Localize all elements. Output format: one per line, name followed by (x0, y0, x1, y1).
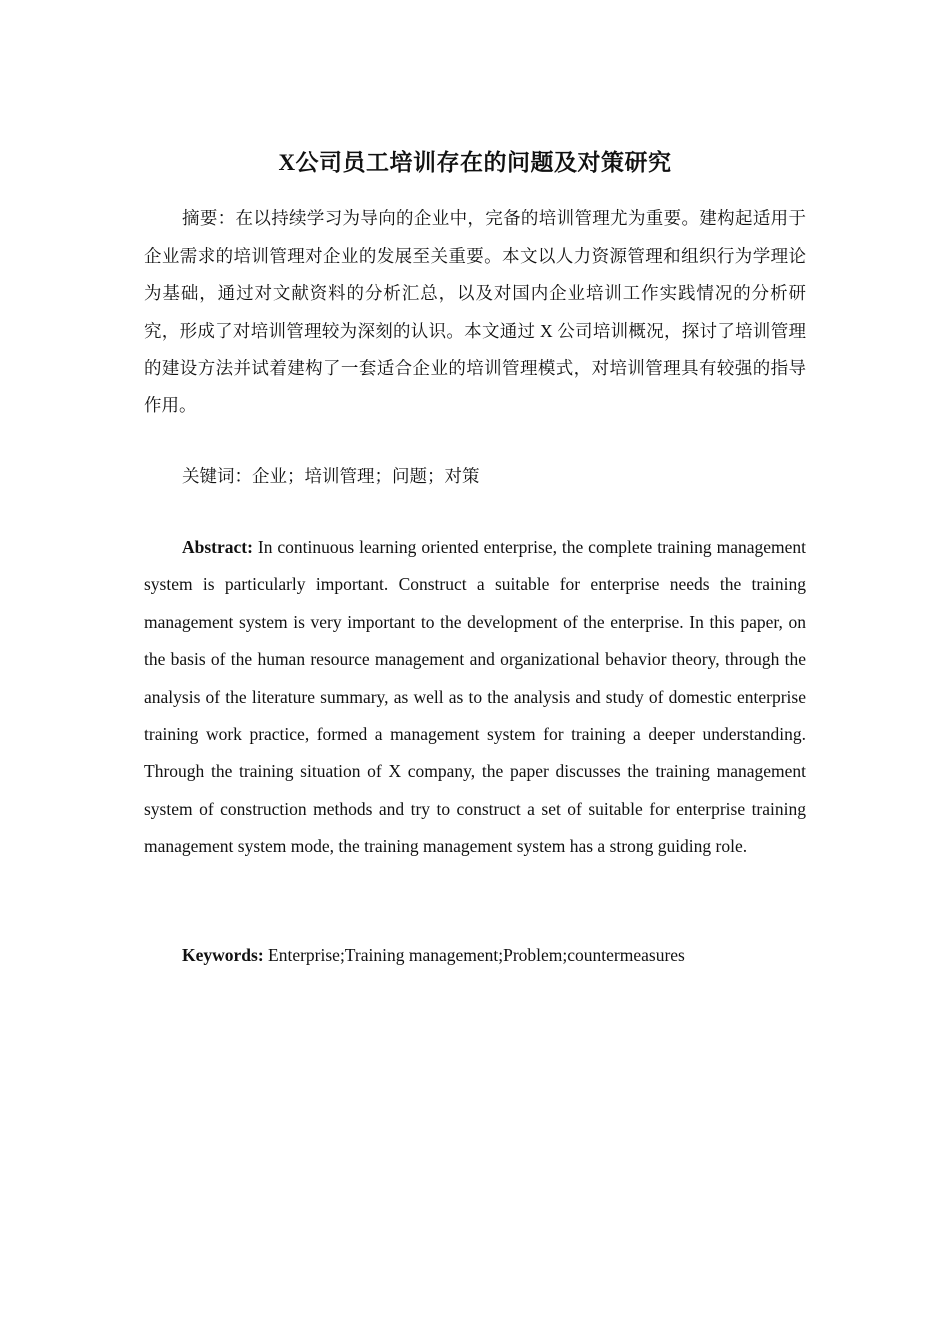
english-abstract-text: In continuous learning oriented enterprise, the complete training management system is particularly important. Construct a suitable for enterprise needs the training management system is very important to the development of the enterprise. In this paper, on the basis of the human resource management and organizational behavior theory, through the analysis of the literature summary, as well as to the analysis and study of domestic enterprise training work practice, formed a management system for training a deeper understanding. Through the training situation of X company, the paper discusses the training management system of construction methods and try to construct a set of suitable for enterprise training management system mode, the training management system has a strong guiding role. (144, 537, 806, 857)
english-keywords (144, 937, 806, 974)
chinese-keywords-label: 关键词： (182, 467, 252, 487)
paper-title: X公司员工培训存在的问题及对策研究 (278, 150, 672, 175)
english-abstract-label: Abstract: (182, 537, 253, 557)
english-abstract (144, 529, 806, 866)
chinese-keywords (144, 458, 806, 496)
chinese-abstract-text: 在以持续学习为导向的企业中，完备的培训管理尤为重要。建构起适用于企业需求的培训管理对企业的发展至关重要。本文以人力资源管理和组织行为学理论为基础，通过对文献资料的分析汇总，以及对国内企业培训工作实践情况的分析研究，形成了对培训管理较为深刻的认识。本文通过 X 公司培训概况，探讨了培训管理的建设方法并试着建构了一套适合企业的培训管理模式，对培训管理具有较强的指导作用。 (144, 208, 806, 416)
english-keywords-label: Keywords: (182, 945, 264, 965)
chinese-abstract (144, 200, 806, 424)
chinese-abstract-label: 摘要： (182, 209, 236, 229)
english-keywords-text: Enterprise;Training management;Problem;countermeasures (263, 945, 685, 965)
chinese-keywords-text: 企业；培训管理；问题；对策 (252, 466, 480, 486)
